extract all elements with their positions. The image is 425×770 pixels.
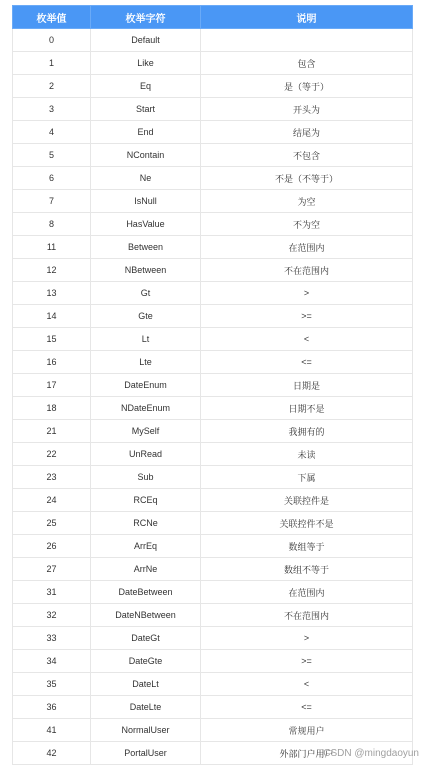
watermark: CSDN @mingdaoyun	[323, 748, 419, 759]
cell-enum-name: UnRead	[91, 443, 201, 466]
table-row	[13, 213, 413, 236]
table-row	[13, 443, 413, 466]
cell-enum-value: 7	[13, 190, 91, 213]
table-row	[13, 167, 413, 190]
cell-description: <	[201, 673, 413, 696]
cell-description: 日期是	[201, 374, 413, 397]
cell-enum-name: RCEq	[91, 489, 201, 512]
cell-enum-value: 12	[13, 259, 91, 282]
cell-enum-value: 22	[13, 443, 91, 466]
cell-enum-value: 13	[13, 282, 91, 305]
table-row	[13, 305, 413, 328]
cell-description: 为空	[201, 190, 413, 213]
cell-description: 不为空	[201, 213, 413, 236]
cell-description: 结尾为	[201, 121, 413, 144]
cell-enum-name: DateLte	[91, 696, 201, 719]
cell-enum-name: HasValue	[91, 213, 201, 236]
cell-enum-value: 31	[13, 581, 91, 604]
cell-enum-value: 0	[13, 29, 91, 52]
cell-description: 包含	[201, 52, 413, 75]
table-row	[13, 719, 413, 742]
cell-enum-value: 25	[13, 512, 91, 535]
table-row	[13, 144, 413, 167]
cell-enum-value: 6	[13, 167, 91, 190]
cell-enum-value: 3	[13, 98, 91, 121]
cell-description: 常规用户	[201, 719, 413, 742]
table-row	[13, 512, 413, 535]
table-row	[13, 259, 413, 282]
cell-description: 日期不是	[201, 397, 413, 420]
cell-enum-value: 34	[13, 650, 91, 673]
table-row	[13, 328, 413, 351]
table-row	[13, 650, 413, 673]
cell-description: <	[201, 328, 413, 351]
cell-enum-name: RCNe	[91, 512, 201, 535]
table-row	[13, 696, 413, 719]
cell-description: 下属	[201, 466, 413, 489]
cell-description: 不包含	[201, 144, 413, 167]
cell-description: 开头为	[201, 98, 413, 121]
cell-enum-value: 17	[13, 374, 91, 397]
table-row	[13, 466, 413, 489]
cell-enum-value: 18	[13, 397, 91, 420]
cell-description: 在范围内	[201, 236, 413, 259]
table-row	[13, 420, 413, 443]
cell-enum-name: Between	[91, 236, 201, 259]
cell-description: >	[201, 627, 413, 650]
cell-enum-value: 8	[13, 213, 91, 236]
enum-table	[12, 5, 413, 765]
cell-description: 不在范围内	[201, 604, 413, 627]
header-row	[13, 6, 413, 29]
table-row	[13, 397, 413, 420]
table-row	[13, 52, 413, 75]
cell-enum-name: DateGte	[91, 650, 201, 673]
header-enum-value: 枚举值	[13, 6, 91, 29]
table-row	[13, 489, 413, 512]
table-row	[13, 374, 413, 397]
cell-enum-value: 33	[13, 627, 91, 650]
cell-enum-value: 35	[13, 673, 91, 696]
cell-enum-value: 42	[13, 742, 91, 765]
cell-enum-value: 4	[13, 121, 91, 144]
cell-enum-name: DateGt	[91, 627, 201, 650]
cell-enum-name: Default	[91, 29, 201, 52]
table-row	[13, 558, 413, 581]
cell-enum-value: 21	[13, 420, 91, 443]
cell-enum-name: ArrNe	[91, 558, 201, 581]
cell-description: 我拥有的	[201, 420, 413, 443]
cell-enum-value: 32	[13, 604, 91, 627]
table-row	[13, 29, 413, 52]
cell-description: <=	[201, 351, 413, 374]
cell-enum-name: PortalUser	[91, 742, 201, 765]
cell-description: 数组不等于	[201, 558, 413, 581]
cell-enum-name: NContain	[91, 144, 201, 167]
cell-description: >	[201, 282, 413, 305]
cell-enum-name: DateNBetween	[91, 604, 201, 627]
cell-enum-value: 15	[13, 328, 91, 351]
cell-enum-name: Start	[91, 98, 201, 121]
cell-enum-value: 2	[13, 75, 91, 98]
table-header	[13, 6, 413, 29]
table-row	[13, 190, 413, 213]
table-row	[13, 604, 413, 627]
cell-enum-name: Gte	[91, 305, 201, 328]
cell-enum-name: Like	[91, 52, 201, 75]
table-body	[13, 29, 413, 765]
cell-enum-name: DateEnum	[91, 374, 201, 397]
cell-description: <=	[201, 696, 413, 719]
cell-enum-name: Ne	[91, 167, 201, 190]
table-row	[13, 282, 413, 305]
cell-description: >=	[201, 650, 413, 673]
table-row	[13, 627, 413, 650]
cell-enum-name: ArrEq	[91, 535, 201, 558]
header-enum-name: 枚举字符	[91, 6, 201, 29]
cell-description: 不在范围内	[201, 259, 413, 282]
cell-enum-name: Gt	[91, 282, 201, 305]
cell-enum-name: IsNull	[91, 190, 201, 213]
cell-description: 外部门户用户	[201, 742, 413, 765]
cell-enum-name: NBetween	[91, 259, 201, 282]
cell-enum-name: DateBetween	[91, 581, 201, 604]
table-row	[13, 98, 413, 121]
cell-description: >=	[201, 305, 413, 328]
cell-enum-name: Lt	[91, 328, 201, 351]
cell-enum-name: NormalUser	[91, 719, 201, 742]
table-row	[13, 581, 413, 604]
table-row	[13, 236, 413, 259]
table-row	[13, 673, 413, 696]
cell-enum-name: NDateEnum	[91, 397, 201, 420]
cell-description: 不是（不等于）	[201, 167, 413, 190]
cell-description: 关联控件不是	[201, 512, 413, 535]
cell-description	[201, 29, 413, 52]
cell-enum-value: 16	[13, 351, 91, 374]
cell-enum-name: Eq	[91, 75, 201, 98]
cell-enum-value: 26	[13, 535, 91, 558]
cell-description: 数组等于	[201, 535, 413, 558]
cell-enum-value: 14	[13, 305, 91, 328]
cell-enum-name: MySelf	[91, 420, 201, 443]
cell-enum-value: 27	[13, 558, 91, 581]
cell-enum-value: 41	[13, 719, 91, 742]
cell-enum-value: 23	[13, 466, 91, 489]
cell-enum-name: End	[91, 121, 201, 144]
cell-enum-value: 11	[13, 236, 91, 259]
cell-enum-value: 36	[13, 696, 91, 719]
table-row	[13, 351, 413, 374]
header-description: 说明	[201, 6, 413, 29]
cell-enum-value: 24	[13, 489, 91, 512]
cell-description: 是（等于）	[201, 75, 413, 98]
table-row	[13, 121, 413, 144]
cell-description: 在范围内	[201, 581, 413, 604]
cell-enum-name: Sub	[91, 466, 201, 489]
enum-table-container	[12, 5, 412, 765]
cell-description: 关联控件是	[201, 489, 413, 512]
table-row	[13, 75, 413, 98]
cell-enum-name: Lte	[91, 351, 201, 374]
cell-enum-value: 5	[13, 144, 91, 167]
cell-enum-value: 1	[13, 52, 91, 75]
cell-enum-name: DateLt	[91, 673, 201, 696]
table-row	[13, 535, 413, 558]
cell-description: 未读	[201, 443, 413, 466]
